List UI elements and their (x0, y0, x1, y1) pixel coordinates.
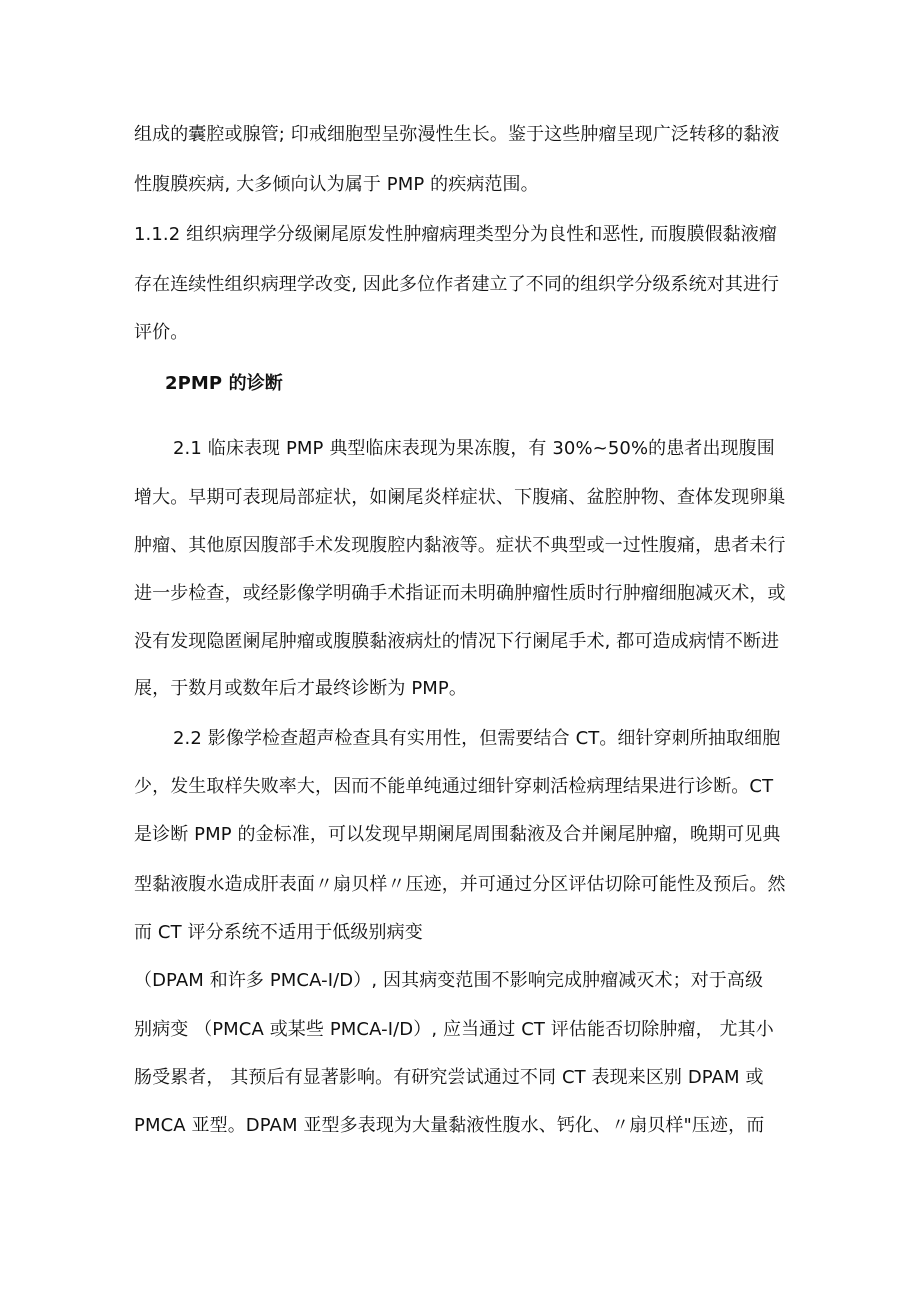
paragraph-line: 少，发生取样失败率大，因而不能单纯通过细针穿刺活检病理结果进行诊断。CT (134, 776, 774, 797)
paragraph-line: 别病变 （PMCA 或某些 PMCA-I/D）, 应当通过 CT 评估能否切除肿瘤， 尤其小 (134, 1019, 774, 1040)
paragraph-line: 是诊断 PMP 的金标准，可以发现早期阑尾周围黏液及合并阑尾肿瘤，晚期可见典 (134, 824, 781, 845)
section-1-1-2-line: 1.1.2 组织病理学分级阑尾原发性肿瘤病理类型分为良性和恶性, 而腹膜假黏液瘤 (134, 224, 777, 245)
paragraph-line: 存在连续性组织病理学改变, 因此多位作者建立了不同的组织学分级系统对其进行 (134, 274, 780, 295)
paragraph-line: 增大。早期可表现局部症状，如阑尾炎样症状、下腹痛、盆腔肿物、查体发现卵巢 (134, 487, 786, 508)
paragraph-line: （DPAM 和许多 PMCA-I/D）, 因其病变范围不影响完成肿瘤减灭术；对于高级 (134, 970, 764, 991)
paragraph-line: 进一步检查，或经影像学明确手术指证而未明确肿瘤性质时行肿瘤细胞减灭术，或 (134, 583, 786, 604)
paragraph-line: 型黏液腹水造成肝表面〃扇贝样〃压迹，并可通过分区评估切除可能性及预后。然 (134, 874, 786, 895)
paragraph-line: 而 CT 评分系统不适用于低级别病变 (134, 922, 423, 943)
paragraph-line: 组成的囊腔或腺管; 印戒细胞型呈弥漫性生长。鉴于这些肿瘤呈现广泛转移的黏液 (134, 124, 780, 145)
paragraph-line: 展，于数月或数年后才最终诊断为 PMP。 (134, 678, 467, 699)
section-heading-diagnosis: 2PMP 的诊断 (165, 373, 283, 394)
paragraph-line: 没有发现隐匿阑尾肿瘤或腹膜黏液病灶的情况下行阑尾手术, 都可造成病情不断进 (134, 631, 780, 652)
section-2-1-line: 2.1 临床表现 PMP 典型临床表现为果冻腹，有 30%~50%的患者出现腹围 (173, 438, 775, 459)
section-2-2-line: 2.2 影像学检查超声检查具有实用性，但需要结合 CT。细针穿刺所抽取细胞 (173, 728, 781, 749)
paragraph-line: 评价。 (134, 322, 189, 343)
paragraph-line: PMCA 亚型。DPAM 亚型多表现为大量黏液性腹水、钙化、〃扇贝样"压迹，而 (134, 1115, 765, 1136)
paragraph-line: 肿瘤、其他原因腹部手术发现腹腔内黏液等。症状不典型或一过性腹痛，患者未行 (134, 535, 786, 556)
paragraph-line: 肠受累者， 其预后有显著影响。有研究尝试通过不同 CT 表现来区别 DPAM 或 (134, 1067, 764, 1088)
paragraph-line: 性腹膜疾病, 大多倾向认为属于 PMP 的疾病范围。 (134, 174, 539, 195)
